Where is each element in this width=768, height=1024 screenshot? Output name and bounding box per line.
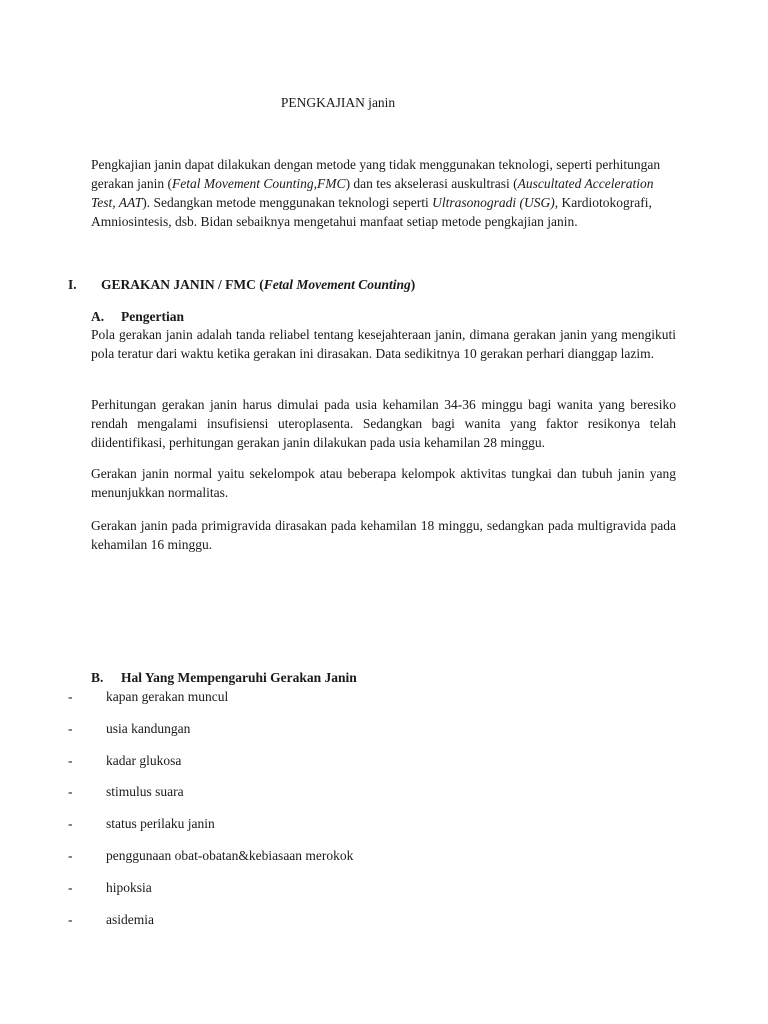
subsection-heading-a: A. Pengertian (91, 309, 184, 324)
bullet-dash: - (68, 816, 73, 832)
bullet-dash: - (68, 752, 73, 768)
bullet-dash: - (68, 879, 73, 895)
intro-paragraph: Pengkajian janin dapat dilakukan dengan metode yang tidak menggunakan teknologi, seperti perhitungan gerakan janin (Fetal Movement Counting,FMC) dan tes akselerasi auskultrasi (Auscultated Acceleration Test, AAT). Sedangkan metode menggunakan teknologi seperti Ultrasonogradi (USG), Kardiotokografi, Amniosintesis, dsb. Bidan sebaiknya mengetahui manfaat setiap metode pengkajian janin. (91, 157, 661, 229)
list-item: - asidemia (68, 911, 154, 927)
list-item: - stimulus suara (68, 784, 184, 800)
bullet-list (68, 687, 353, 941)
section-number: I. (68, 277, 77, 292)
bullet-dash: - (68, 911, 73, 927)
section-heading-1: I. GERAKAN JANIN / FMC (Fetal Movement Counting) (68, 277, 416, 292)
bullet-dash: - (68, 847, 73, 863)
list-item: - penggunaan obat-obatan&kebiasaan merokok (68, 847, 354, 863)
list-item: - kadar glukosa (68, 752, 182, 768)
paragraph-pengertian-4: Gerakan janin pada primigravida dirasakan pada kehamilan 18 minggu, sedangkan pada multigravida pada kehamilan 16 minggu. (91, 518, 676, 552)
list-item: - hipoksia (68, 879, 152, 895)
bullet-dash: - (68, 720, 73, 736)
paragraph-pengertian-2: Perhitungan gerakan janin harus dimulai pada usia kehamilan 34-36 minggu bagi wanita yang beresiko rendah mengalami insufisiensi uteroplasenta. Sedangkan bagi wanita yang faktor resikonya telah diidentifikasi, perhitungan gerakan janin dilakukan pada usia kehamilan 28 minggu. (91, 397, 676, 450)
subsection-heading-b: B. Hal Yang Mempengaruhi Gerakan Janin (91, 670, 357, 685)
document-title: PENGKAJIAN janin (280, 95, 396, 110)
bullet-dash: - (68, 784, 73, 800)
paragraph-pengertian-1: Pola gerakan janin adalah tanda reliabel tentang kesejahteraan janin, dimana gerakan janin yang mengikuti pola teratur dari waktu ketika gerakan ini dirasakan. Data sedikitnya 10 gerakan perhari dianggap lazim. (91, 327, 676, 361)
paragraph-pengertian-3: Gerakan janin normal yaitu sekelompok atau beberapa kelompok aktivitas tungkai dan tubuh janin yang menunjukkan normalitas. (91, 466, 676, 500)
list-item: - status perilaku janin (68, 816, 215, 832)
bullet-dash: - (68, 689, 73, 704)
list-item: - kapan gerakan muncul (68, 689, 229, 704)
list-item: - usia kandungan (68, 720, 191, 736)
